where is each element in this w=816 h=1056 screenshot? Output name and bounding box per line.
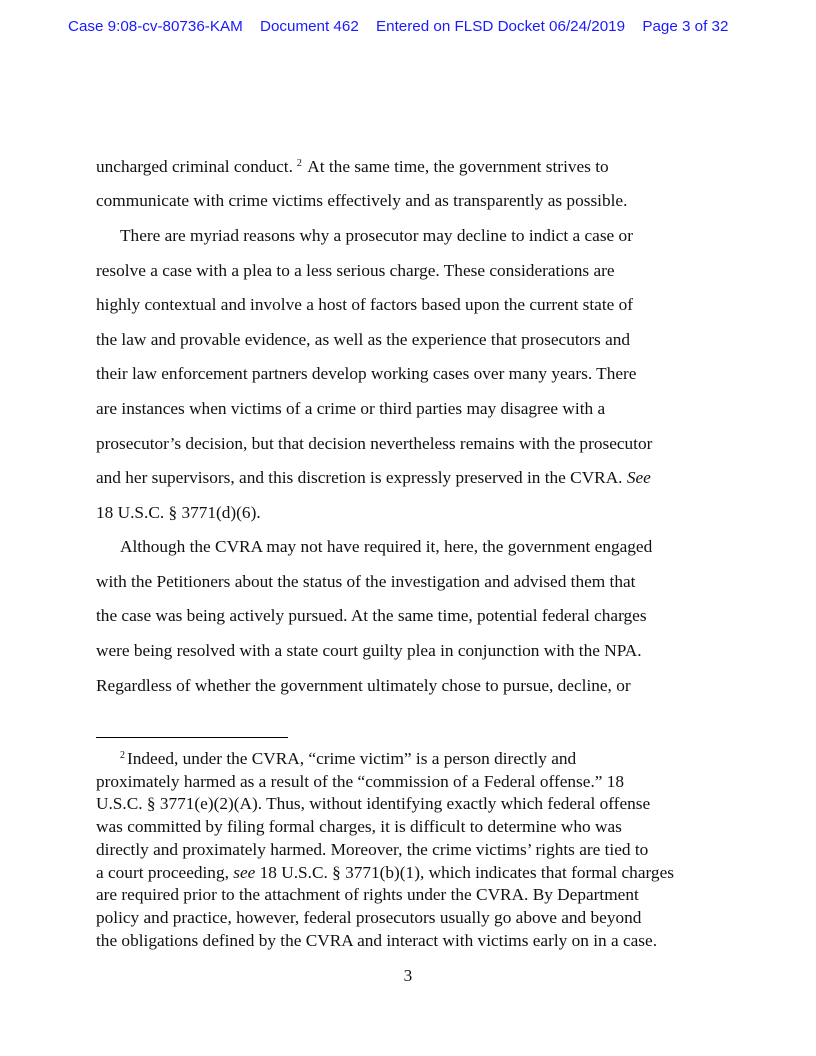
body-line: Although the CVRA may not have required it, here, the government engaged (120, 537, 653, 556)
citation-signal: see (233, 863, 256, 882)
footnote-line: proximately harmed as a result of the “commission of a Federal offense.” 18 (96, 772, 625, 791)
body-line: are instances when victims of a crime or third parties may disagree with a (96, 399, 606, 418)
footnote-line: directly and proximately harmed. Moreover, the crime victims’ rights are tied to (96, 840, 649, 859)
footnote-line: $^2$ Indeed, under the CVRA, “crime victim” is a person directly and (120, 749, 577, 768)
body-line: There are myriad reasons why a prosecutor may decline to indict a case or (120, 226, 633, 245)
body-line: highly contextual and involve a host of factors based upon the current state of (96, 295, 634, 314)
footnote-line: U.S.C. § 3771(e)(2)(A). Thus, without identifying exactly which federal offense (96, 794, 651, 813)
footnote-line: policy and practice, however, federal prosecutors usually go above and beyond (96, 908, 642, 927)
body-line: the law and provable evidence, as well as the experience that prosecutors and (96, 330, 631, 349)
page-indicator: Page 3 of 32 (642, 18, 729, 35)
footnote-ref[interactable]: 2 (296, 158, 302, 169)
body-line: communicate with crime victims effectively and as transparently as possible. (96, 191, 628, 210)
body-line: the case was being actively pursued. At the same time, potential federal charges (96, 606, 647, 625)
body-line: uncharged criminal conduct. $^2$ At the same time, the government strives to (96, 157, 609, 176)
case-number: Case 9:08-cv-80736-KAM (68, 18, 243, 35)
footnote-line: are required prior to the attachment of rights under the CVRA. By Department (96, 885, 639, 904)
footnote-line: the obligations defined by the CVRA and interact with victims early on in a case. (96, 931, 658, 950)
docket-header (68, 18, 758, 35)
body-line: resolve a case with a plea to a less serious charge. These considerations are (96, 261, 615, 280)
body-line: were being resolved with a state court guilty plea in conjunction with the NPA. (96, 641, 642, 660)
citation-signal: See (626, 468, 651, 487)
body-line: prosecutor’s decision, but that decision nevertheless remains with the prosecutor (96, 434, 653, 453)
footnote-number: 2 (120, 750, 125, 761)
body-line: 18 U.S.C. § 3771(d)(6). (96, 503, 261, 522)
footnote-line: was committed by filing formal charges, it is difficult to determine who was (96, 817, 622, 836)
body-line: Regardless of whether the government ultimately chose to pursue, decline, or (96, 676, 631, 695)
entered-date: Entered on FLSD Docket 06/24/2019 (376, 18, 626, 35)
body-line: their law enforcement partners develop working cases over many years. There (96, 364, 637, 383)
footnote-separator (96, 737, 288, 738)
footnote-line: a court proceeding, see 18 U.S.C. § 3771(b)(1), which indicates that formal charges (96, 863, 674, 882)
body-line: with the Petitioners about the status of the investigation and advised them that (96, 572, 636, 591)
body-line: and her supervisors, and this discretion is expressly preserved in the CVRA. See (96, 468, 651, 487)
page-number: 3 (403, 966, 413, 985)
document-number: Document 462 (259, 18, 359, 35)
